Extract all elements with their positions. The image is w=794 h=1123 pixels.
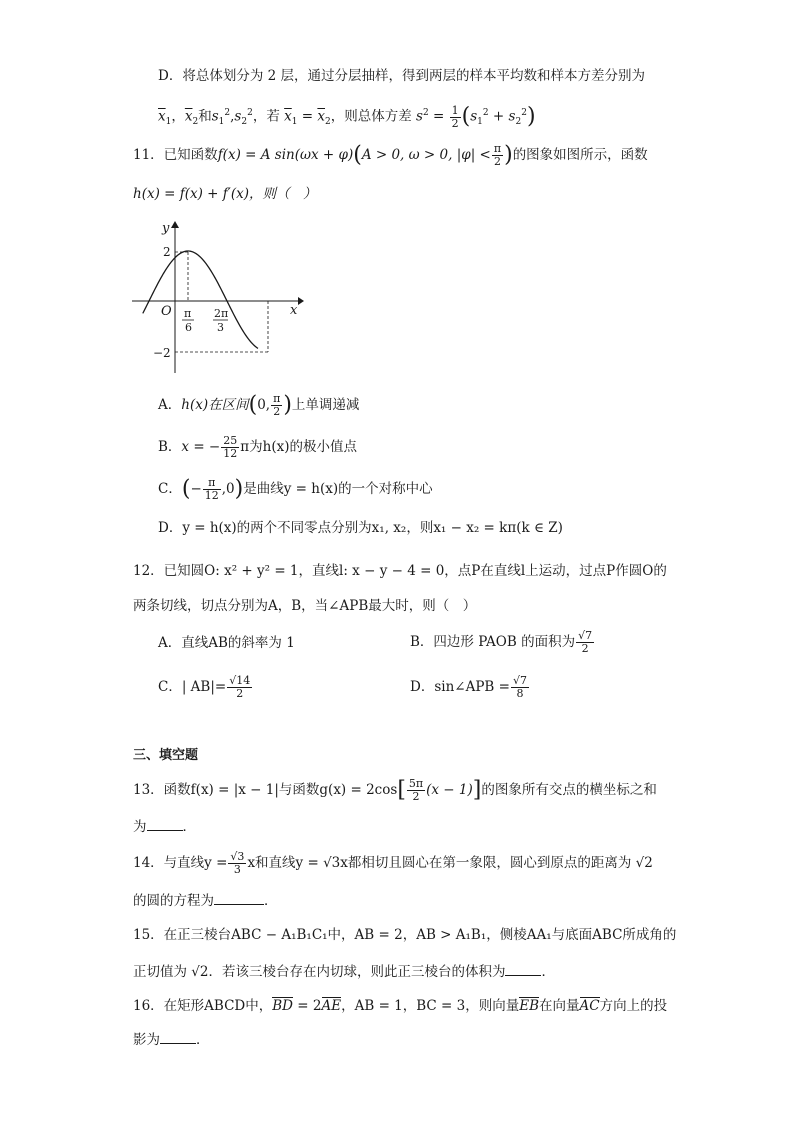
y-max-label: 2 [163, 245, 171, 259]
q11-stem-line2: h(x) = f(x) + f′(x)，则（ ） [133, 186, 317, 202]
q15-line1: 15．在正三棱台ABC − A₁B₁C₁中，AB = 2，AB > A₁B₁，侧棱AA₁与底面ABC所成角的 [133, 927, 677, 943]
q14-line2: 的圆的方程为 ． [133, 890, 278, 911]
q12-option-d: D．sin∠APB = $\frac{√7}{8}$ [410, 674, 527, 700]
q15-answer-blank[interactable] [505, 961, 541, 976]
q11-option-b: B．x = − $\frac{25}{12}$ π为h(x)的极小值点 [158, 434, 357, 460]
q12-option-b: B．四边形 PAOB 的面积为 $\frac{√7}{2}$ [410, 629, 593, 655]
q16-line1: 16．在矩形ABCD中，BD = 2AE，AB = 1，BC = 3，则向量EB在向量AC方向上的投 [133, 998, 668, 1014]
sine-graph [126, 218, 306, 378]
sine-curve [143, 251, 258, 348]
q11-option-a: A．h(x)在区间(0, $\frac{\pi}{2}$ )上单调递减 [158, 392, 360, 418]
q11-option-c: C．(− $\frac{\pi}{12}$ ,0)是曲线y = h(x)的一个对称中心 [158, 476, 433, 502]
q14-answer-blank[interactable] [214, 890, 264, 905]
tick2-denominator: 3 [217, 321, 224, 334]
q13-line1: 13．函数f(x) = |x − 1|与函数g(x) = 2cos[ $\frac{5\pi}{2}$ (x − 1)]的图象所有交点的横坐标之和 [133, 777, 657, 803]
q14-line1: 14．与直线y = $\frac{√3}{3}$ x和直线y = √3x都相切且圆心在第一象限，圆心到原点的距离为 √2 [133, 850, 653, 876]
y-axis-arrow [171, 221, 179, 228]
x-axis-arrow [298, 297, 304, 305]
tick2-numerator: 2π [214, 307, 229, 320]
q16-line2: 影为 ． [133, 1029, 210, 1050]
q15-line2: 正切值为 √2．若该三棱台存在内切球，则此正三棱台的体积为 ． [133, 961, 555, 982]
q16-answer-blank[interactable] [160, 1029, 196, 1044]
q11-option-d: D．y = h(x)的两个不同零点分别为x₁, x₂，则x₁ − x₂ = kπ(k ∈ Z) [158, 520, 563, 536]
q12-option-a: A．直线AB的斜率为 1 [158, 635, 295, 651]
y-min-label: −2 [153, 346, 171, 360]
origin-label: O [161, 304, 172, 319]
q13-line2: 为 ． [133, 816, 196, 837]
q12-stem-line1: 12．已知圆O: x² + y² = 1，直线l: x − y − 4 = 0，点P在直线l上运动，过点P作圆O的 [133, 563, 667, 579]
q10-option-d-line2: $\overline{x}_1$，$\overline{x}_2$和$s_1^2,s_2^2$，若 $\overline{x}_1 = \overline{x}_2$，则总体方差 $s^2$ = $\frac{1}{2}$ $(s_1^2 + s_2^2)$ [158, 103, 536, 130]
section-title: 三、填空题 [133, 748, 199, 763]
y-axis-label: y [162, 221, 170, 236]
x-axis-label: x [290, 303, 298, 318]
tick1-numerator: π [184, 307, 192, 320]
q11-stem-line1: 11．已知函数f(x) = A sin(ωx + φ)(A > 0, ω > 0, |φ| < $\frac{\pi}{2}$ )的图象如图所示，函数 [133, 142, 648, 168]
tick1-denominator: 6 [185, 321, 192, 334]
q13-answer-blank[interactable] [147, 816, 183, 831]
q12-option-c: C．| AB|= $\frac{√14}{2}$ [158, 674, 251, 700]
q12-stem-line2: 两条切线，切点分别为A，B，当∠APB最大时，则（ ） [133, 598, 477, 614]
q10-option-d-line1: D．将总体划分为 2 层，通过分层抽样，得到两层的样本平均数和样本方差分别为 [158, 68, 645, 84]
